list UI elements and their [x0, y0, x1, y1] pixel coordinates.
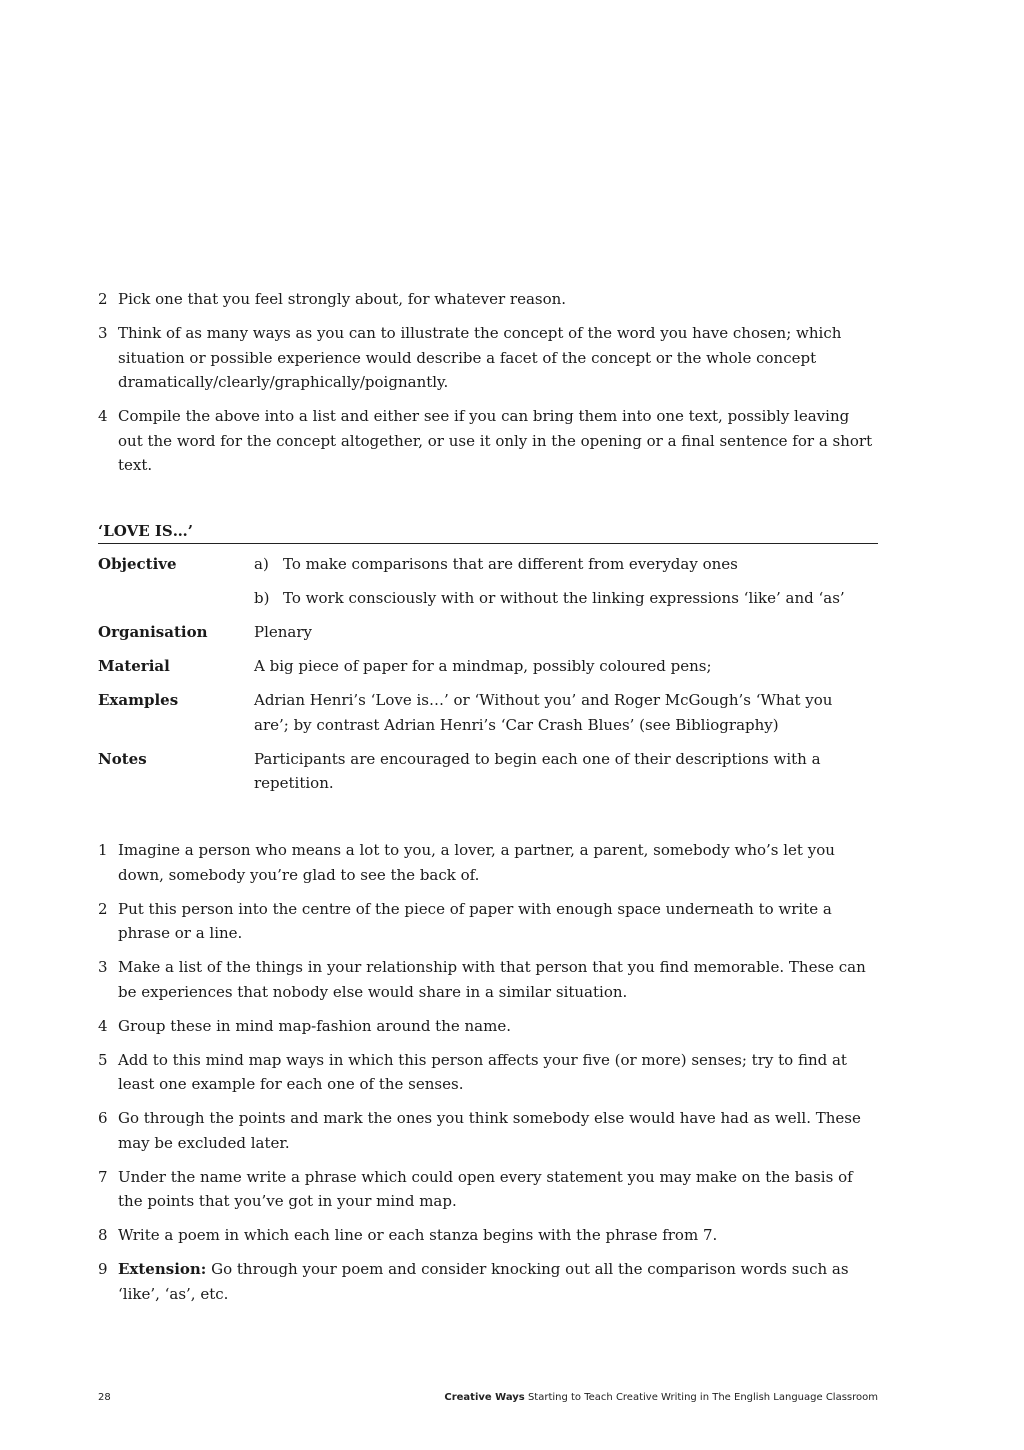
step-text: Under the name write a phrase which could open every statement you may make on the basis of the points that you’ve got in your mind map. [118, 1167, 853, 1210]
objective-b-text: To work consciously with or without the linking expressions ‘like’ and ‘as’ [283, 589, 845, 607]
step-text: Add to this mind map ways in which this person affects your five (or more) senses; try to find at least one example for each one of the senses. [118, 1050, 847, 1093]
objective-row-b [98, 586, 888, 611]
step-number: 1 [98, 841, 108, 859]
extension-text: Go through your poem and consider knocking out all the comparison words such as ‘like’, ‘as’, etc. [118, 1260, 849, 1303]
activity-details [98, 552, 888, 805]
list-item [98, 404, 878, 478]
objective-a-text: To make comparisons that are different from everyday ones [283, 555, 738, 573]
organisation-row [98, 620, 888, 645]
step-list [98, 838, 878, 1316]
list-item [98, 838, 878, 887]
objective-a-letter: a) [254, 555, 269, 573]
book-title: Creative Ways [444, 1392, 525, 1403]
list-item [98, 1106, 878, 1155]
list-item [98, 1014, 878, 1039]
list-item [98, 1165, 878, 1214]
step-text [118, 1257, 878, 1306]
step-number: 6 [98, 1109, 108, 1127]
examples-value: Adrian Henri’s ‘Love is…’ or ‘Without you’ and Roger McGough’s ‘What you are’; by contrast Adrian Henri’s ‘Car Crash Blues’ (see Bibliography) [254, 691, 833, 734]
material-value: A big piece of paper for a mindmap, possibly coloured pens; [254, 657, 712, 675]
section-title: ‘LOVE IS…’ [98, 520, 878, 544]
step-text: Compile the above into a list and either see if you can bring them into one text, possibly leaving out the word for the concept altogether, or use it only in the opening or a final sentence for a short text. [118, 407, 873, 474]
list-item [98, 1048, 878, 1097]
running-footer [444, 1392, 878, 1403]
page-number: 28 [98, 1392, 111, 1403]
step-number: 2 [98, 290, 108, 308]
step-text: Pick one that you feel strongly about, for whatever reason. [118, 290, 567, 308]
extension-label: Extension: [118, 1260, 207, 1278]
step-text: Make a list of the things in your relationship with that person that you find memorable. These can be experiences that nobody else would share in a similar situation. [118, 958, 866, 1001]
step-number: 9 [98, 1260, 108, 1278]
list-item [98, 321, 878, 395]
top-step-list [98, 287, 878, 487]
step-text: Write a poem in which each line or each stanza begins with the phrase from 7. [118, 1226, 718, 1244]
step-text: Put this person into the centre of the piece of paper with enough space underneath to write a phrase or a line. [118, 899, 832, 942]
step-text: Think of as many ways as you can to illustrate the concept of the word you have chosen; which situation or possible experience would describe a facet of the concept or the whole concept dramatically/clearly/graphically/poignantly. [118, 324, 842, 391]
objective-label: Objective [98, 555, 177, 573]
examples-row [98, 688, 888, 737]
notes-label: Notes [98, 749, 147, 768]
objective-a [254, 552, 888, 577]
list-item [98, 1223, 878, 1248]
objective-b [254, 586, 888, 611]
list-item [98, 955, 878, 1004]
objective-row [98, 552, 888, 577]
step-number: 3 [98, 324, 108, 342]
step-number: 2 [98, 899, 108, 918]
organisation-label: Organisation [98, 623, 208, 641]
objective-b-letter: b) [254, 589, 270, 607]
step-number: 4 [98, 407, 108, 425]
step-text: Go through the points and mark the ones you think somebody else would have had as well. These may be excluded later. [118, 1109, 861, 1152]
list-item [98, 1257, 878, 1306]
step-text: Group these in mind map-fashion around the name. [118, 1016, 511, 1035]
step-number: 3 [98, 958, 108, 976]
list-item [98, 897, 878, 946]
objective-value [254, 552, 888, 577]
page-footer [98, 1392, 878, 1408]
step-number: 8 [98, 1226, 108, 1244]
book-subtitle: Starting to Teach Creative Writing in The English Language Classroom [524, 1392, 878, 1403]
examples-label: Examples [98, 691, 179, 709]
list-item [98, 287, 878, 312]
step-number: 7 [98, 1167, 108, 1186]
material-row [98, 654, 888, 679]
step-number: 4 [98, 1016, 108, 1035]
notes-value: Participants are encouraged to begin each one of their descriptions with a repetition. [254, 749, 821, 792]
notes-row [98, 747, 888, 796]
organisation-value: Plenary [254, 623, 313, 641]
material-label: Material [98, 657, 170, 675]
step-number: 5 [98, 1050, 108, 1069]
step-text: Imagine a person who means a lot to you, a lover, a partner, a parent, somebody who’s let you down, somebody you’re glad to see the back of. [118, 841, 835, 884]
